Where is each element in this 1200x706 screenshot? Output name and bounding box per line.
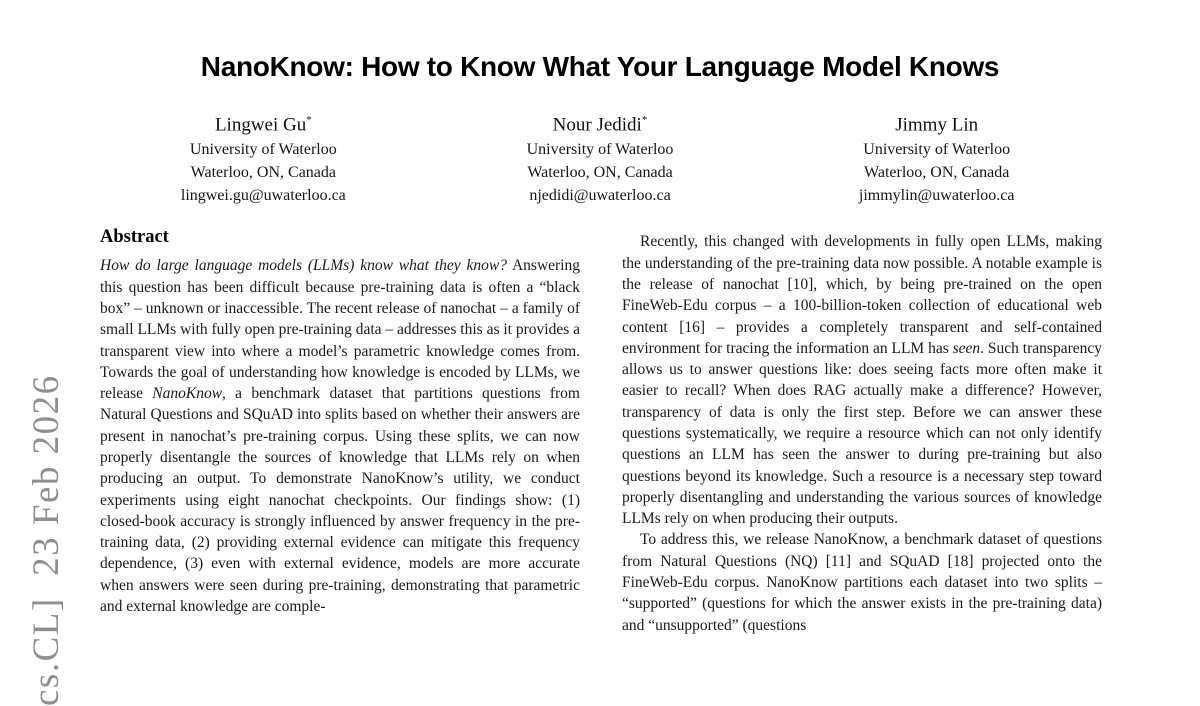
left-column [100, 227, 580, 636]
intro-paragraph-2 [622, 529, 1102, 635]
author-footnote-mark: * [306, 114, 312, 126]
author-email: jimmylin@uwaterloo.ca [858, 187, 1015, 205]
author-location: Waterloo, ON, Canada [527, 164, 673, 182]
author-email: njedidi@uwaterloo.ca [529, 187, 671, 205]
text-segment: NanoKnow [152, 385, 223, 403]
text-segment: To address this, we release NanoKnow, a benchmark dataset of questions from Natural Questions (NQ) [11] and SQuAD [18] projected onto the FineWeb-Edu corpus. NanoKnow partitions each dataset into two splits – “supported” (questions for which the answer exists in the pre-training data) and “unsupported” (questions [622, 531, 1102, 634]
arxiv-stamp: cs.CL] 23 Feb 2026 [26, 374, 67, 706]
author-affiliation: University of Waterloo [189, 141, 337, 159]
text-segment: . Such transparency allows us to answer questions like: does seeing facts more often make it easier to recall? When does RAG actually make a difference? However, transparency of data is only the first step. Before we can answer these questions systematically, we require a resource which can not only identify questions an LLM has seen the answer to during pre-training but also questions beyond its knowledge. Such a resource is a necessary step toward properly disentangling and understanding the various sources of knowledge LLMs rely on when producing their outputs. [622, 339, 1102, 528]
author-location: Waterloo, ON, Canada [864, 164, 1010, 182]
author-affiliation: University of Waterloo [863, 141, 1011, 159]
author-block [768, 109, 1105, 207]
text-segment: , a benchmark dataset that partitions questions from Natural Questions and SQuAD into splits based on whether their answers are present in nanochat’s pre-training corpus. Using these splits, we can now properly disentangle the sources of knowledge that LLMs rely on when producing an output. To demonstrate NanoKnow’s utility, we conduct experiments using eight nanochat checkpoints. Our findings show: (1) closed-book accuracy is strongly influenced by answer frequency in the pre-training data, (2) providing external evidence can mitigate this frequency dependence, (3) even with external evidence, models are more accurate when answers were seen during pre-training, demonstrating that parametric and external knowledge are comple- [100, 385, 580, 616]
paper-header [0, 50, 1200, 207]
author-block [95, 109, 432, 207]
paper-title: NanoKnow: How to Know What Your Language Model Knows [200, 51, 1000, 82]
authors-row [95, 109, 1105, 207]
right-column [622, 227, 1102, 636]
author-name [432, 109, 769, 136]
text-segment: Recently, this changed with developments in fully open LLMs, making the understanding of the pre-training data now possible. A notable example is the release of nanochat [10], which, by being pre-trained on the open FineWeb-Edu corpus – a 100-billion-token collection of educational web content [16] – provides a completely transparent and self-contained environment for tracing the information an LLM has [622, 233, 1102, 357]
author-name [768, 109, 1105, 136]
text-segment: Answering this question has been difficult because pre-training data is often a “black box” – unknown or inaccessible. The recent release of nanochat – a family of small LLMs with fully open pre-training data – addresses this as it provides a transparent view into where a model’s parametric knowledge comes from. Towards the goal of understanding how knowledge is encoded by LLMs, we release [100, 257, 580, 403]
intro-paragraph-1 [622, 231, 1102, 529]
author-name-text: Nour Jedidi [552, 114, 642, 136]
author-name [95, 109, 432, 136]
two-column-body [100, 227, 1102, 636]
abstract-heading: Abstract [100, 227, 169, 248]
author-name-text: Lingwei Gu [214, 114, 307, 136]
author-location: Waterloo, ON, Canada [190, 164, 336, 182]
text-segment: How do large language models (LLMs) know what they know? [100, 257, 507, 275]
author-footnote-mark: * [641, 114, 648, 126]
text-segment: seen [952, 339, 981, 357]
author-block [432, 109, 769, 207]
author-affiliation: University of Waterloo [526, 141, 674, 159]
author-name-text: Jimmy Lin [895, 114, 979, 136]
author-email: lingwei.gu@uwaterloo.ca [180, 187, 346, 205]
abstract-paragraph [100, 255, 580, 617]
